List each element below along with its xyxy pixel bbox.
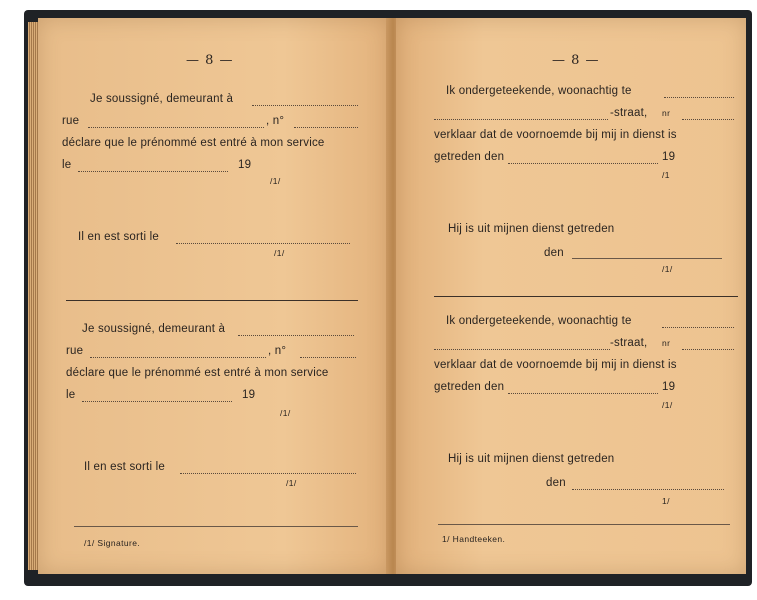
left-page	[38, 18, 390, 574]
line-ik-ondergeteekende: Ik ondergeteekende, woonachtig te	[446, 85, 632, 97]
ref-mark: /1/	[280, 408, 291, 418]
line-je-soussigne: Je soussigné, demeurant à	[82, 323, 226, 335]
year-19: 19	[662, 151, 676, 163]
fill-line	[662, 326, 734, 328]
footnote: /1/ Signature.	[84, 538, 141, 548]
ref-mark: /1/	[286, 478, 297, 488]
label-nr: nr	[662, 338, 671, 348]
page-number: — 8 —	[552, 53, 600, 68]
right-page	[396, 18, 746, 574]
line-sorti: Il en est sorti le	[84, 461, 165, 473]
fill-line	[252, 104, 358, 106]
fill-line	[300, 356, 356, 358]
fill-line	[434, 348, 610, 350]
page-edges	[28, 22, 38, 570]
section-divider	[434, 296, 738, 297]
label-rue: rue	[66, 345, 84, 357]
line-declare: déclare que le prénommé est entré à mon service	[62, 137, 325, 149]
label-straat: -straat,	[610, 107, 648, 119]
label-no: , n°	[266, 115, 285, 127]
label-den: den	[546, 477, 566, 489]
year-19: 19	[242, 389, 256, 401]
label-le: le	[66, 389, 76, 401]
label-rue: rue	[62, 115, 80, 127]
fill-line	[176, 242, 350, 244]
fill-line	[508, 392, 658, 394]
footnote: 1/ Handteeken.	[442, 534, 506, 544]
line-uit-dienst: Hij is uit mijnen dienst getreden	[448, 453, 615, 465]
line-verklaar: verklaar dat de voornoemde bij mij in dienst is	[434, 129, 677, 141]
line-sorti: Il en est sorti le	[78, 231, 159, 243]
label-straat: -straat,	[610, 337, 648, 349]
fill-line	[88, 126, 264, 128]
label-getreden: getreden den	[434, 151, 505, 163]
label-den: den	[544, 247, 564, 259]
fill-line	[78, 170, 228, 172]
line-je-soussigne: Je soussigné, demeurant à	[90, 93, 234, 105]
label-nr: nr	[662, 108, 671, 118]
fill-line	[180, 472, 356, 474]
fill-line	[238, 334, 354, 336]
fill-line	[682, 118, 734, 120]
ref-mark: /1/	[662, 400, 673, 410]
ref-mark: /1/	[662, 264, 673, 274]
section-divider	[66, 300, 358, 301]
line-verklaar: verklaar dat de voornoemde bij mij in dienst is	[434, 359, 677, 371]
fill-line	[572, 488, 724, 490]
label-getreden: getreden den	[434, 381, 505, 393]
fill-line	[90, 356, 266, 358]
year-19: 19	[238, 159, 252, 171]
line-declare: déclare que le prénommé est entré à mon service	[66, 367, 329, 379]
booklet	[24, 10, 752, 586]
label-no: , n°	[268, 345, 287, 357]
footnote-divider	[74, 526, 358, 527]
fill-line	[434, 118, 608, 120]
fill-line	[572, 258, 722, 259]
ref-mark: 1/	[662, 496, 670, 506]
year-19: 19	[662, 381, 676, 393]
fill-line	[508, 162, 658, 164]
ref-mark: /1/	[274, 248, 285, 258]
ref-mark: /1	[662, 170, 670, 180]
line-ik-ondergeteekende: Ik ondergeteekende, woonachtig te	[446, 315, 632, 327]
fill-line	[664, 96, 734, 98]
page-number: — 8 —	[186, 53, 234, 68]
fill-line	[294, 126, 358, 128]
ref-mark: /1/	[270, 176, 281, 186]
fill-line	[82, 400, 232, 402]
footnote-divider	[438, 524, 730, 525]
label-le: le	[62, 159, 72, 171]
fill-line	[682, 348, 734, 350]
line-uit-dienst: Hij is uit mijnen dienst getreden	[448, 223, 615, 235]
